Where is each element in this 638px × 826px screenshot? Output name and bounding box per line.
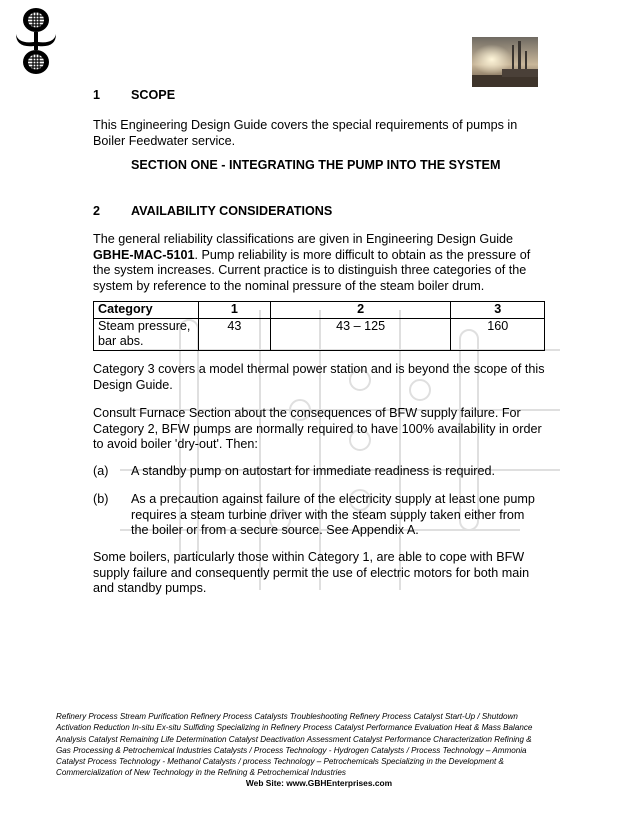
footer-website: Web Site: www.GBHEnterprises.com (245, 778, 393, 788)
section-title: SCOPE (131, 88, 176, 102)
category-table (93, 301, 545, 351)
table-header-row (94, 302, 545, 319)
section-title: AVAILABILITY CONSIDERATIONS (131, 204, 333, 218)
section-number: 2 (93, 204, 101, 218)
table-row (94, 318, 545, 350)
availability-paragraph (93, 232, 545, 294)
list-item-text: As a precaution against failure of the electricity supply at least one pump requires a steam turbine driver with the steam supply taken either from the boiler or from a secure source. See Appendix A. (131, 492, 535, 537)
table-cell: 160 (451, 318, 545, 350)
section-number: 1 (93, 88, 101, 102)
table-header-cell: 2 (270, 302, 451, 319)
boilers-paragraph: Some boilers, particularly those within Category 1, are able to cope with BFW supply failure and consequently permit the use of electric motors for both main and standby pumps. (93, 550, 530, 595)
table-header-cell: 1 (199, 302, 271, 319)
availability-intro: The general reliability classifications are given in Engineering Design Guide (93, 232, 514, 246)
guide-reference: GBHE-MAC-5101 (93, 247, 195, 262)
table-cell: 43 – 125 (270, 318, 451, 350)
footer-services-text: Refinery Process Stream Purification Refinery Process Catalysts Troubleshooting Refinery Process Catalyst Start-Up / Shutdown Activation Reduction In-situ Ex-situ Sulfiding Specializing in Refinery Process Catalyst Performance Evaluation Heat & Mass Balance Analysis Catalyst Remaining Life Determination Catalyst Deactivation Assessment Catalyst Performance Characterization Refining & Gas Processing & Petrochemical Industries Catalysts / Process Technology - Hydrogen Catalysts / Process Technology – Ammonia Catalyst Process Technology - Methanol Catalysts / process Technology – Petrochemicals Specializing in the Development & Commercialization of New Technology in the Refining & Petrochemical Industries (56, 712, 533, 778)
table-cell: Steam pressure, bar abs. (94, 318, 199, 350)
consult-paragraph: Consult Furnace Section about the consequences of BFW supply failure. For Category 2, BFW pumps are normally required to have 100% availability in order to avoid boiler 'dry-out'. Then: (93, 406, 542, 451)
table-header-cell: Category (94, 302, 199, 319)
list-item-label: (b) (93, 492, 109, 506)
gbh-logo-icon (14, 6, 58, 76)
table-header-cell: 3 (451, 302, 545, 319)
availability-rest: . Pump reliability is more difficult to obtain as the pressure of the system increases. Current practice is to distinguish three categories of the system by reference to the nominal pressure of the steam boiler drum. (93, 247, 531, 293)
list-item-text: A standby pump on autostart for immediate readiness is required. (131, 464, 496, 478)
refinery-sunset-photo (472, 37, 538, 87)
table-cell: 43 (199, 318, 271, 350)
scope-paragraph: This Engineering Design Guide covers the special requirements of pumps in Boiler Feedwater service. (93, 118, 518, 148)
section-one-title: SECTION ONE - INTEGRATING THE PUMP INTO THE SYSTEM (131, 158, 501, 172)
list-item-label: (a) (93, 464, 109, 478)
category3-paragraph: Category 3 covers a model thermal power station and is beyond the scope of this Design Guide. (93, 362, 545, 392)
